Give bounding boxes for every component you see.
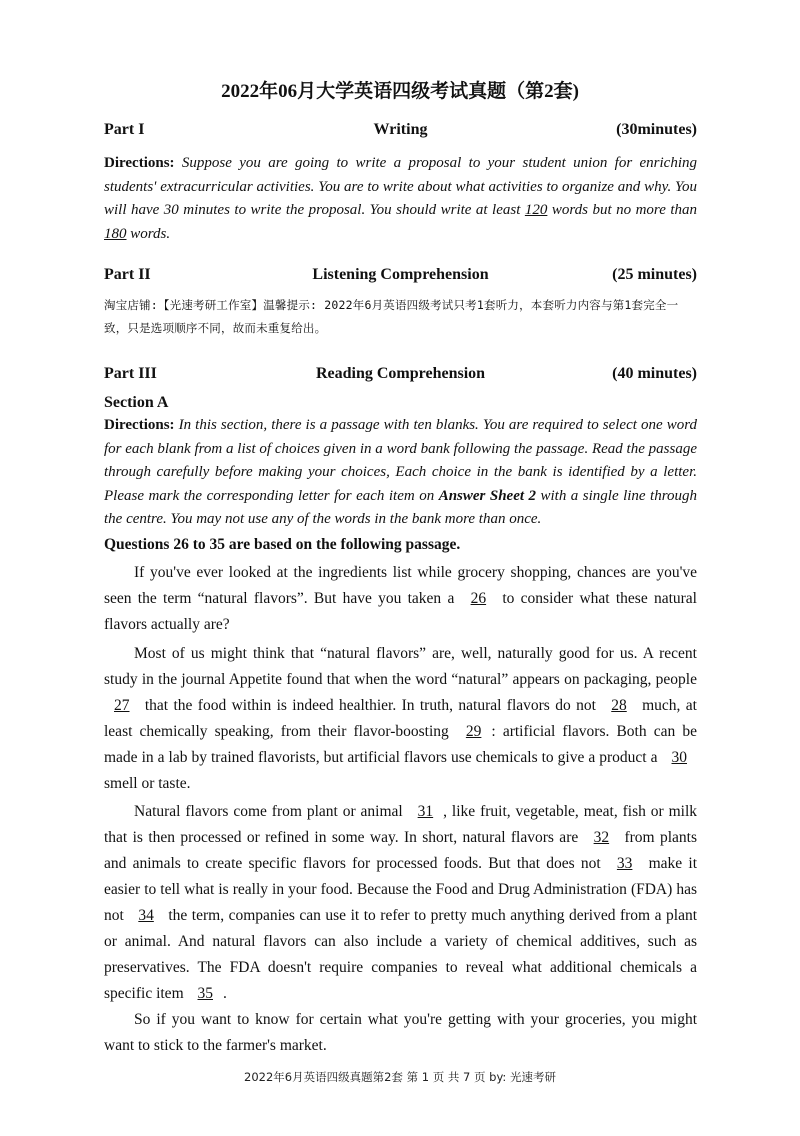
directions-label: Directions: (104, 417, 175, 433)
passage-text: So if you want to know for certain what you're getting with your groceries, you might want to stick to the farmer's market. (104, 1011, 697, 1054)
directions-text: words but no more than (547, 202, 697, 218)
passage-text: Natural flavors come from plant or animal (134, 803, 408, 820)
part-2-header (104, 266, 697, 288)
passage-paragraph-2 (104, 641, 697, 797)
blank-29: 29 (465, 723, 482, 740)
blank-34: 34 (138, 907, 154, 924)
min-words: 120 (524, 202, 548, 218)
passage-text: much, at least chemically speaking, from their flavor-boosting (104, 697, 697, 740)
passage-paragraph-4 (104, 1007, 697, 1059)
directions-label: Directions: (104, 155, 175, 171)
passage-text: make it easier to tell what is really in your food. Because the Food and Drug Administration (FDA) has not (104, 855, 697, 924)
directions-text: Suppose you are going to write a proposal to your student union for enriching students' extracurricular activities. You are to write about what activities to organize and why. You will have 30 minutes to write the proposal. You should write at least (104, 155, 697, 218)
passage-text: Most of us might think that “natural flavors” are, well, naturally good for us. A recent study in the journal Appetite found that when the word “natural” appears on packaging, people (104, 645, 697, 688)
section-a-directions (104, 414, 697, 532)
part-1-time: (30minutes) (616, 121, 697, 138)
blank-27: 27 (114, 697, 130, 714)
part-2-time: (25 minutes) (612, 266, 697, 283)
section-a-heading: Section A (104, 394, 169, 411)
passage-text: from plants and animals to create specific flavors for processed foods. But that does not (104, 829, 698, 872)
passage-text: . (223, 985, 227, 1002)
part-3-header (104, 365, 697, 387)
directions-text: In this section, there is a passage with ten blanks. You are required to select one word for each blank from a list of choices given in a word bank following the passage. Read the passage through carefully before making your choices, Each choice in the bank is identified by a letter. Please mark the corresponding letter for each item on (104, 417, 697, 504)
blank-28: 28 (611, 697, 627, 714)
passage-text: , like fruit, vegetable, meat, fish or milk that is then processed or refined in some way. In short, natural flavors are (104, 803, 697, 846)
passage-text: that the food within is indeed healthier. In truth, natural flavors do not (139, 697, 602, 714)
part-2-label: Part II (104, 266, 151, 283)
part-3-time: (40 minutes) (612, 365, 697, 382)
part-1-label: Part I (104, 121, 145, 138)
listening-note: 淘宝店铺:【光速考研工作室】温馨提示: 2022年6月英语四级考试只考1套听力，本套听力内容与第1套完全一致，只是选项顺序不同，故而未重复给出。 (104, 298, 679, 335)
questions-heading: Questions 26 to 35 are based on the following passage. (104, 536, 461, 553)
page-title: 2022年06月大学英语四级考试真题（第2套) (221, 81, 579, 102)
passage-text: If you've ever looked at the ingredients list while grocery shopping, chances are you've seen the term “natural flavors”. But have you taken a (104, 564, 697, 607)
passage-text: : artificial flavors. Both can be made in a lab by trained flavorists, but artificial flavors use chemicals to give a product a (104, 723, 697, 766)
page-footer: 2022年6月英语四级真题第2套 第 1 页 共 7 页 by: 光速考研 (244, 1070, 556, 1084)
answer-sheet-label: Answer Sheet 2 (438, 487, 536, 504)
part-3-name: Reading Comprehension (315, 365, 486, 382)
max-words: 180 (104, 225, 127, 242)
directions-text: words. (126, 225, 171, 242)
passage-text: smell or taste. (104, 775, 191, 792)
part-2-name: Listening Comprehension (312, 266, 489, 283)
blank-33: 33 (616, 855, 633, 872)
blank-35: 35 (197, 985, 213, 1002)
blank-30: 30 (671, 749, 687, 766)
part-3-label: Part III (104, 365, 157, 382)
part-1-directions (104, 152, 697, 246)
passage-text: to consider what these natural flavors actually are? (104, 590, 697, 633)
passage-text: the term, companies can use it to refer to pretty much anything derived from a plant or animal. And natural flavors can also include a variety of chemical additives, such as preservatives. The FDA doesn't require companies to reveal what additional chemicals a specific item (104, 907, 697, 1002)
blank-31: 31 (417, 803, 434, 820)
blank-32: 32 (593, 829, 610, 846)
part-1-name: Writing (373, 121, 428, 138)
part-1-header (104, 121, 697, 143)
passage-paragraph-1 (104, 560, 697, 638)
blank-26: 26 (470, 590, 487, 607)
passage-paragraph-3 (104, 799, 697, 1007)
directions-text: with a single line through the centre. You may not use any of the words in the bank more than once. (104, 487, 697, 527)
